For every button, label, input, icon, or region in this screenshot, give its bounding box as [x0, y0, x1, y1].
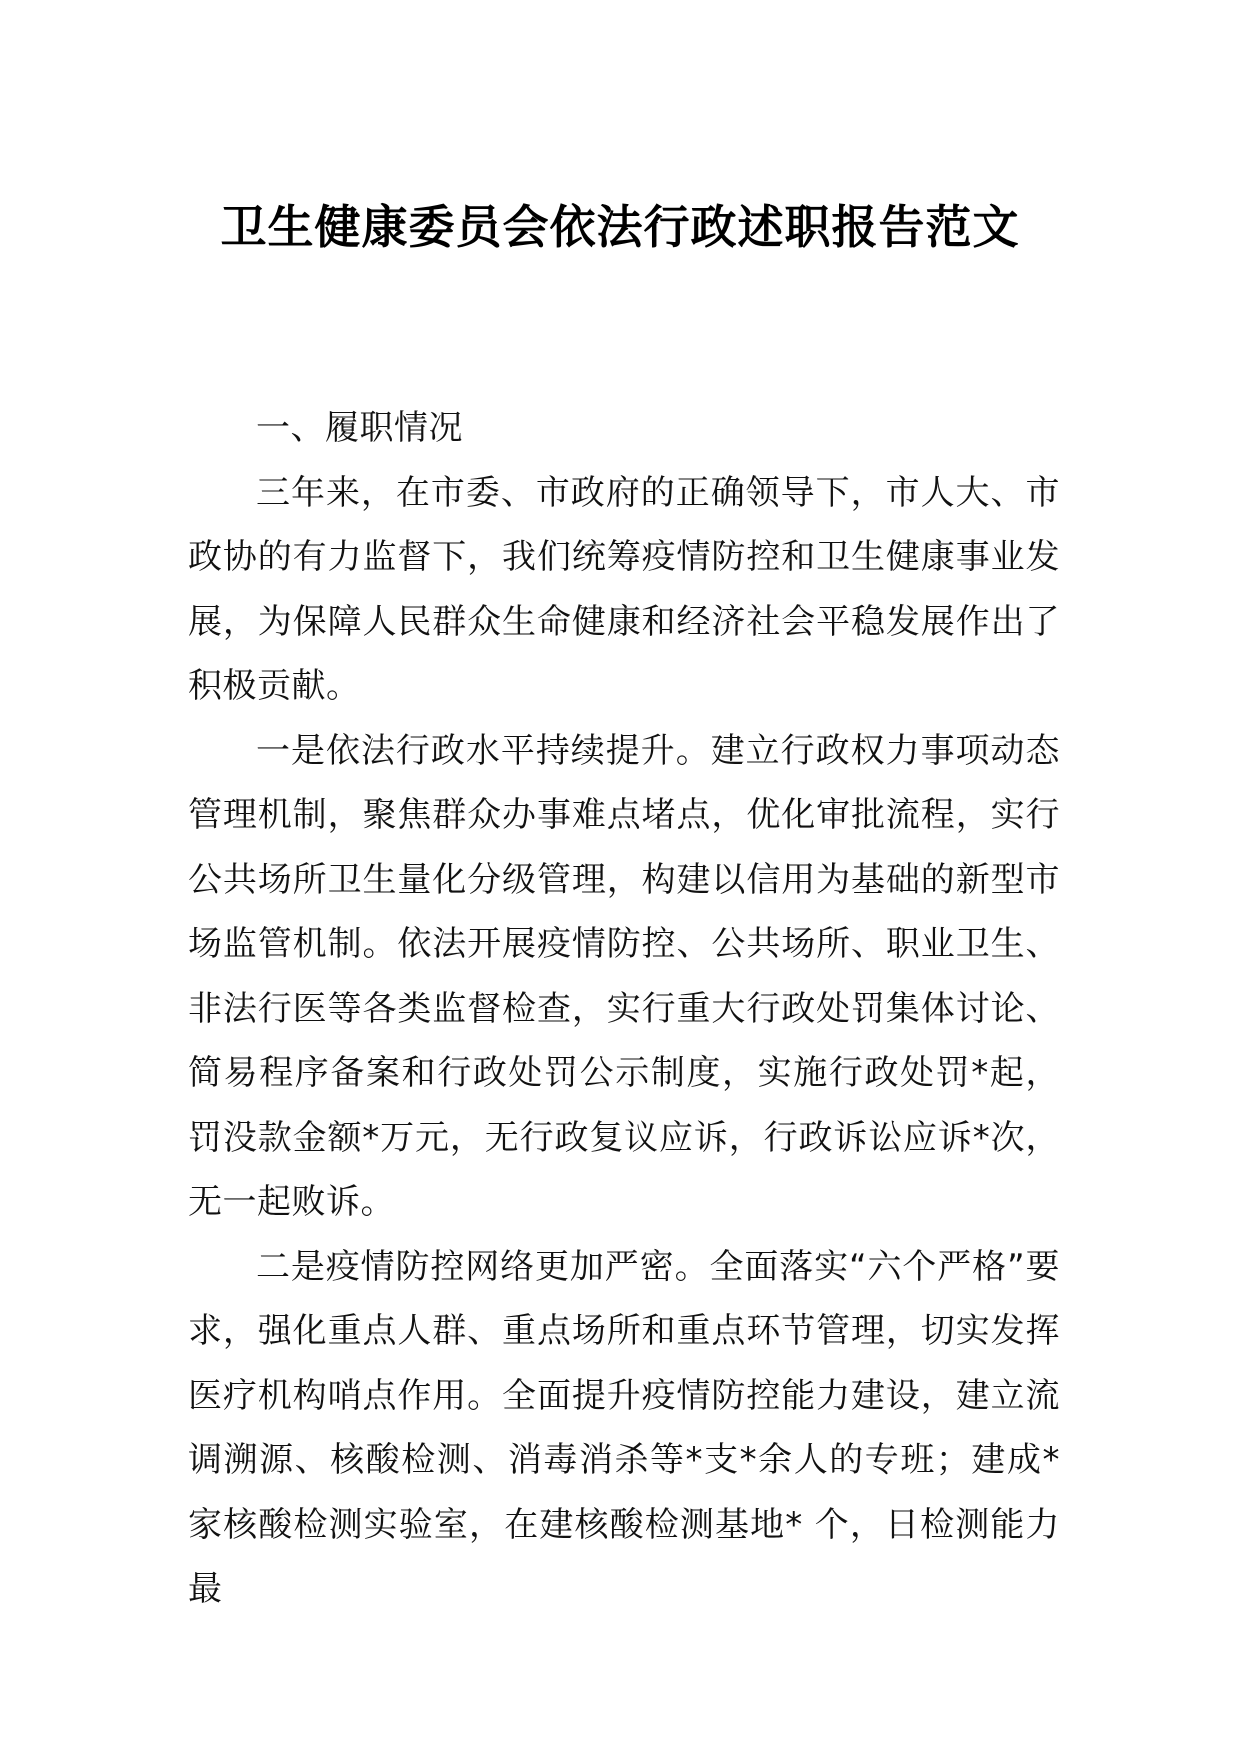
paragraph: 三年来，在市委、市政府的正确领导下，市人大、市政协的有力监督下，我们统筹疫情防控和卫生健康事业发展，为保障人民群众生命健康和经济社会平稳发展作出了积极贡献。	[188, 472, 1060, 706]
document-title: 卫生健康委员会依法行政述职报告范文	[220, 200, 1020, 254]
paragraph: 一是依法行政水平持续提升。建立行政权力事项动态管理机制，聚焦群众办事难点堵点，优化审批流程，实行公共场所卫生量化分级管理，构建以信用为基础的新型市场监管机制。依法开展疫情防控、公共场所、职业卫生、非法行医等各类监督检查，实行重大行政处罚集体讨论、简易程序备案和行政处罚公示制度，实施行政处罚*起，罚没款金额*万元，无行政复议应诉，行政诉讼应诉*次，无一起败诉。	[188, 730, 1060, 1222]
document-body	[188, 396, 1060, 1622]
section-heading: 一、履职情况	[256, 408, 463, 448]
paragraph: 二是疫情防控网络更加严密。全面落实“六个严格”要求，强化重点人群、重点场所和重点环节管理，切实发挥医疗机构哨点作用。全面提升疫情防控能力建设，建立流调溯源、核酸检测、消毒消杀等*支*余人的专班；建成*家核酸检测实验室，在建核酸检测基地* 个，日检测能力最	[188, 1246, 1060, 1609]
